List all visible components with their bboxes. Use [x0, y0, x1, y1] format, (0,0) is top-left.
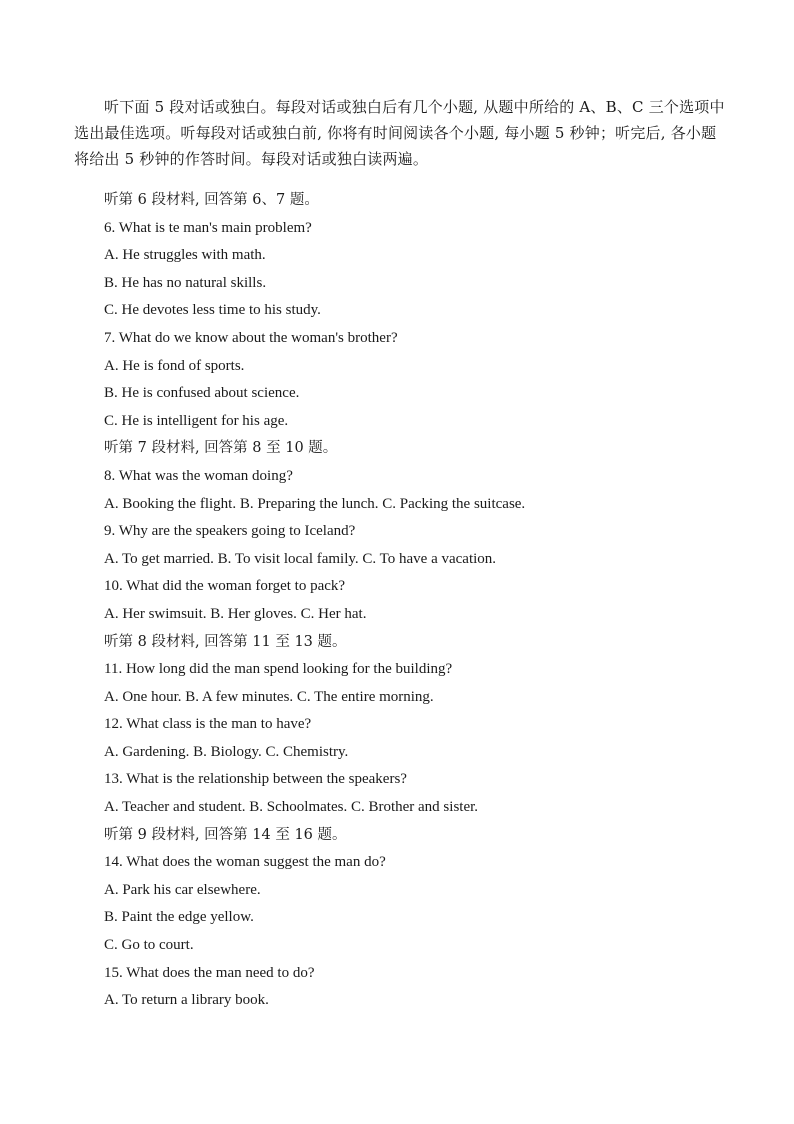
question-text: 6. What is te man's main problem?	[104, 219, 312, 236]
question-text: 13. What is the relationship between the speakers?	[104, 771, 407, 788]
answer-option: C. Go to court.	[104, 937, 194, 954]
answer-option: B. He is confused about science.	[104, 385, 300, 402]
section-heading: 听第 9 段材料, 回答第 14 至 16 题。	[104, 826, 347, 843]
question-text: 10. What did the woman forget to pack?	[104, 578, 346, 595]
answer-option: C. He devotes less time to his study.	[104, 302, 321, 319]
question-text: 15. What does the man need to do?	[104, 964, 315, 981]
section-heading: 听第 6 段材料, 回答第 6、7 题。	[104, 192, 319, 208]
question-list	[0, 187, 794, 1015]
answer-option: A. He is fond of sports.	[104, 357, 245, 374]
section-heading: 听第 8 段材料, 回答第 11 至 13 题。	[104, 633, 347, 650]
answer-option: A. Park his car elsewhere.	[104, 881, 261, 898]
answer-option: A. Booking the flight. B. Preparing the lunch. C. Packing the suitcase.	[104, 495, 526, 512]
answer-option: A. He struggles with math.	[104, 247, 266, 264]
answer-option: A. Her swimsuit. B. Her gloves. C. Her hat.	[104, 605, 367, 622]
answer-option: A. Teacher and student. B. Schoolmates. C. Brother and sister.	[104, 799, 479, 816]
question-text: 9. Why are the speakers going to Iceland?	[104, 523, 356, 540]
answer-option: A. Gardening. B. Biology. C. Chemistry.	[104, 743, 349, 760]
answer-option: A. One hour. B. A few minutes. C. The entire morning.	[104, 688, 434, 705]
answer-option: A. To return a library book.	[104, 992, 269, 1009]
answer-option: B. Paint the edge yellow.	[104, 909, 254, 926]
question-text: 7. What do we know about the woman's brother?	[104, 329, 398, 346]
answer-option: B. He has no natural skills.	[104, 274, 267, 291]
question-text: 8. What was the woman doing?	[104, 467, 293, 484]
section-instructions: 听下面 5 段对话或独白。每段对话或独白后有几个小题, 从题中所给的 A、B、C 三个选项中选出最佳选项。听每段对话或独白前, 你将有时间阅读各个小题, 每小题 5 秒钟；听完后, 各小题将给出 5 秒钟的作答时间。每段对话或独白读两遍。	[74, 98, 725, 168]
question-text: 12. What class is the man to have?	[104, 716, 312, 733]
answer-option: C. He is intelligent for his age.	[104, 412, 289, 429]
answer-option: A. To get married. B. To visit local family. C. To have a vacation.	[104, 550, 497, 567]
section-heading: 听第 7 段材料, 回答第 8 至 10 题。	[104, 440, 338, 457]
question-text: 14. What does the woman suggest the man do?	[104, 854, 386, 871]
question-text: 11. How long did the man spend looking for the building?	[104, 661, 453, 678]
